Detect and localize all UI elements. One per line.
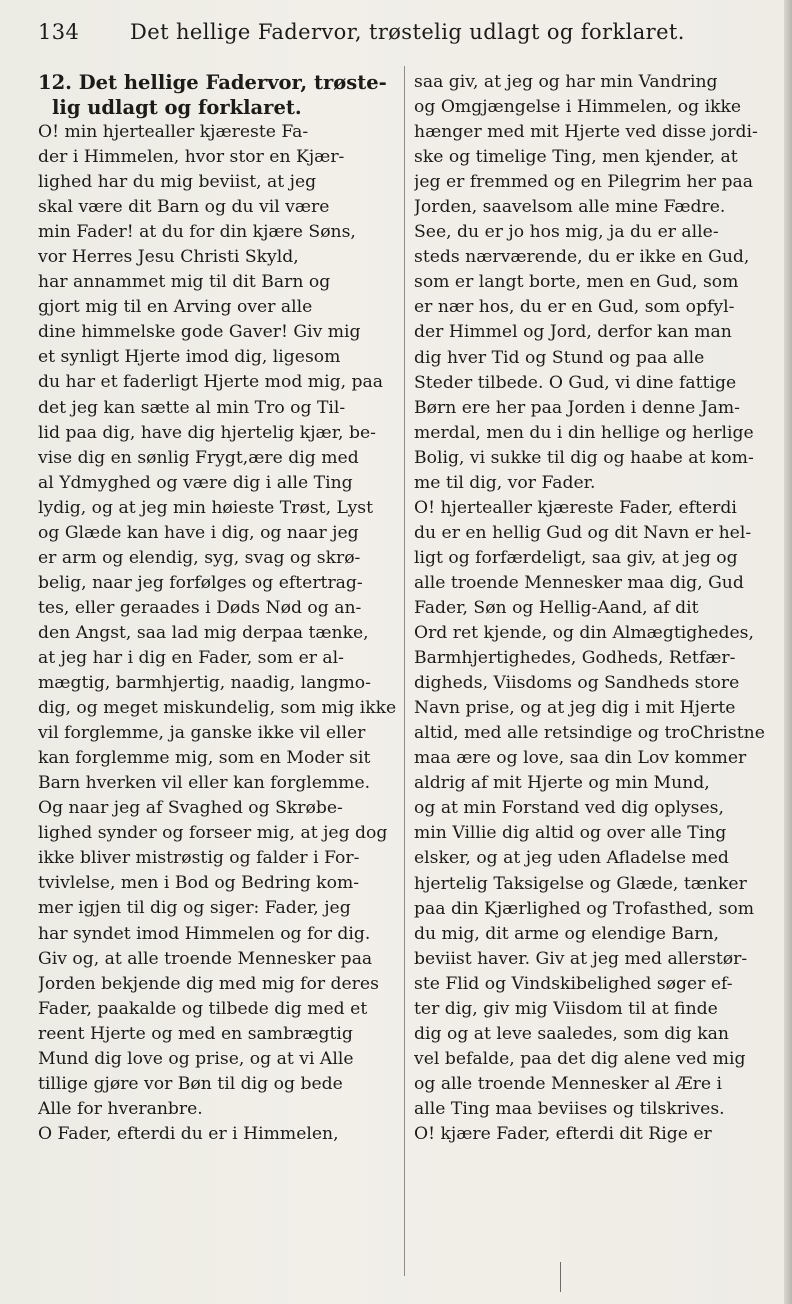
running-title: Det hellige Fadervor, trøstelig udlagt og forklaret. <box>130 20 685 44</box>
text-line: Jorden bekjende dig med mig for deres <box>38 973 379 994</box>
text-line: Navn prise, og at jeg dig i mit Hjerte <box>414 698 736 719</box>
text-line: alle Ting maa beviises og tilskrives. <box>414 1098 725 1119</box>
text-line: ske og timelige Ting, men kjender, at <box>414 147 738 168</box>
section-title-line-2: lig udlagt og forklaret. <box>52 96 302 119</box>
text-line: aldrig af mit Hjerte og min Mund, <box>414 773 710 794</box>
section-number: 12. <box>38 71 72 94</box>
text-line: dig, og meget miskundelig, som mig ikke <box>38 698 397 719</box>
text-line: kan forglemme mig, som en Moder sit <box>38 748 371 769</box>
text-line: vil forglemme, ja ganske ikke vil eller <box>38 723 366 744</box>
text-line: og Glæde kan have i dig, og naar jeg <box>38 522 359 543</box>
text-line: at jeg har i dig en Fader, som er al- <box>38 647 344 668</box>
text-line: der Himmel og Jord, derfor kan man <box>414 322 732 343</box>
text-line: lighed har du mig beviist, at jeg <box>38 172 317 193</box>
text-line: saa giv, at jeg og har min Vandring <box>414 72 718 92</box>
text-line: me til dig, vor Fader. <box>414 472 596 493</box>
text-line: digheds, Viisdoms og Sandheds store <box>414 673 740 694</box>
text-line: der i Himmelen, hvor stor en Kjær- <box>38 147 345 168</box>
text-line: mægtig, barmhjertig, naadig, langmo- <box>38 673 371 694</box>
text-line: alle troende Mennesker maa dig, Gud <box>414 572 744 593</box>
text-line: hjertelig Taksigelse og Glæde, tænker <box>414 873 747 894</box>
text-line: Fader, paakalde og tilbede dig med et <box>38 998 368 1019</box>
text-line: dine himmelske gode Gaver! Giv mig <box>38 322 361 343</box>
text-line: er arm og elendig, syg, svag og skrø- <box>38 547 361 568</box>
text-line: mer igjen til dig og siger: Fader, jeg <box>38 898 351 919</box>
text-line: steds nærværende, du er ikke en Gud, <box>414 247 750 268</box>
text-line: Jorden, saavelsom alle mine Fædre. <box>414 197 726 218</box>
text-line: al Ydmyghed og være dig i alle Ting <box>38 472 353 493</box>
section-title-line-1: Det hellige Fadervor, trøste- <box>78 71 387 94</box>
text-line: Barmhjertighedes, Godheds, Retfær- <box>414 648 736 669</box>
text-line: et synligt Hjerte imod dig, ligesom <box>38 347 341 368</box>
text-line: har syndet imod Himmelen og for dig. <box>38 923 371 944</box>
text-line: See, du er jo hos mig, ja du er alle- <box>414 222 719 243</box>
text-line: min Fader! at du for din kjære Søns, <box>38 222 356 243</box>
page-spine-shadow <box>784 0 792 1304</box>
text-line: Bolig, vi sukke til dig og haabe at kom- <box>414 447 754 468</box>
text-line: det jeg kan sætte al min Tro og Til- <box>38 397 346 418</box>
text-line: O! min hjertealler kjæreste Fa- <box>38 122 309 142</box>
text-line: lighed synder og forseer mig, at jeg dog <box>38 823 388 844</box>
text-line: Og naar jeg af Svaghed og Skrøbe- <box>38 798 343 819</box>
text-line: tillige gjøre vor Bøn til dig og bede <box>38 1073 343 1094</box>
text-line: jeg er fremmed og en Pilegrim her paa <box>414 172 753 193</box>
text-line: O! hjertealler kjæreste Fader, efterdi <box>414 497 737 518</box>
text-line: Ord ret kjende, og din Almægtighedes, <box>414 623 754 644</box>
text-line: Steder tilbede. O Gud, vi dine fattige <box>414 372 737 393</box>
text-line: O! kjære Fader, efterdi dit Rige er <box>414 1123 712 1144</box>
text-line: gjort mig til en Arving over alle <box>38 297 313 318</box>
text-line: paa din Kjærlighed og Trofasthed, som <box>414 898 755 919</box>
text-line: maa ære og love, saa din Lov kommer <box>414 748 747 769</box>
text-line: vise dig en sønlig Frygt,ære dig med <box>38 447 359 468</box>
text-line: Giv og, at alle troende Mennesker paa <box>38 948 373 969</box>
text-line: skal være dit Barn og du vil være <box>38 197 330 218</box>
text-line: lid paa dig, have dig hjertelig kjær, be- <box>38 422 376 443</box>
text-line: du har et faderligt Hjerte mod mig, paa <box>38 372 384 393</box>
text-line: Alle for hveranbre. <box>38 1098 203 1119</box>
text-line: har annammet mig til dit Barn og <box>38 272 331 293</box>
text-line: min Villie dig altid og over alle Ting <box>414 823 727 844</box>
text-line: ter dig, giv mig Viisdom til at finde <box>414 998 718 1019</box>
section-heading <box>38 70 400 120</box>
column-divider <box>404 66 405 1276</box>
text-line: tes, eller geraades i Døds Nød og an- <box>38 597 362 618</box>
text-line: ligt og forfærdeligt, saa giv, at jeg og <box>414 547 738 568</box>
text-line: beviist haver. Giv at jeg med allerstør- <box>414 948 748 969</box>
text-line: ste Flid og Vindskibelighed søger ef- <box>414 973 733 994</box>
right-column <box>414 70 766 1147</box>
left-column <box>38 70 400 1147</box>
text-line: er nær hos, du er en Gud, som opfyl- <box>414 297 735 318</box>
text-line: tvivlelse, men i Bod og Bedring kom- <box>38 873 360 894</box>
text-line: lydig, og at jeg min høieste Trøst, Lyst <box>38 497 374 518</box>
page-number: 134 <box>38 20 80 44</box>
text-line: og at min Forstand ved dig oplyses, <box>414 798 724 819</box>
text-line: dig og at leve saaledes, som dig kan <box>414 1023 729 1044</box>
text-line: elsker, og at jeg uden Afladelse med <box>414 848 729 869</box>
text-line: og alle troende Mennesker al Ære i <box>414 1073 722 1094</box>
margin-mark <box>560 1262 561 1292</box>
text-line: Børn ere her paa Jorden i denne Jam- <box>414 397 740 418</box>
text-line: den Angst, saa lad mig derpaa tænke, <box>38 622 369 643</box>
text-line: Mund dig love og prise, og at vi Alle <box>38 1048 354 1069</box>
text-line: som er langt borte, men en Gud, som <box>414 272 739 293</box>
text-line: du mig, dit arme og elendige Barn, <box>414 923 720 944</box>
text-line: du er en hellig Gud og dit Navn er hel- <box>414 522 752 543</box>
text-line: Fader, Søn og Hellig-Aand, af dit <box>414 597 699 618</box>
text-line: belig, naar jeg forfølges og eftertrag- <box>38 572 363 593</box>
text-line: reent Hjerte og med en sambrægtig <box>38 1023 353 1044</box>
text-line: Barn hverken vil eller kan forglemme. <box>38 773 371 794</box>
text-line: vor Herres Jesu Christi Skyld, <box>38 247 299 268</box>
text-line: dig hver Tid og Stund og paa alle <box>414 347 705 368</box>
text-line: O Fader, efterdi du er i Himmelen, <box>38 1123 339 1144</box>
text-line: hænger med mit Hjerte ved disse jordi- <box>414 122 758 143</box>
running-header <box>38 20 738 54</box>
text-line: merdal, men du i din hellige og herlige <box>414 422 754 443</box>
text-line: ikke bliver mistrøstig og falder i For- <box>38 848 360 869</box>
text-line: vel befalde, paa det dig alene ved mig <box>414 1048 746 1069</box>
text-line: og Omgjængelse i Himmelen, og ikke <box>414 97 742 118</box>
text-line: altid, med alle retsindige og troChristne <box>414 723 765 744</box>
